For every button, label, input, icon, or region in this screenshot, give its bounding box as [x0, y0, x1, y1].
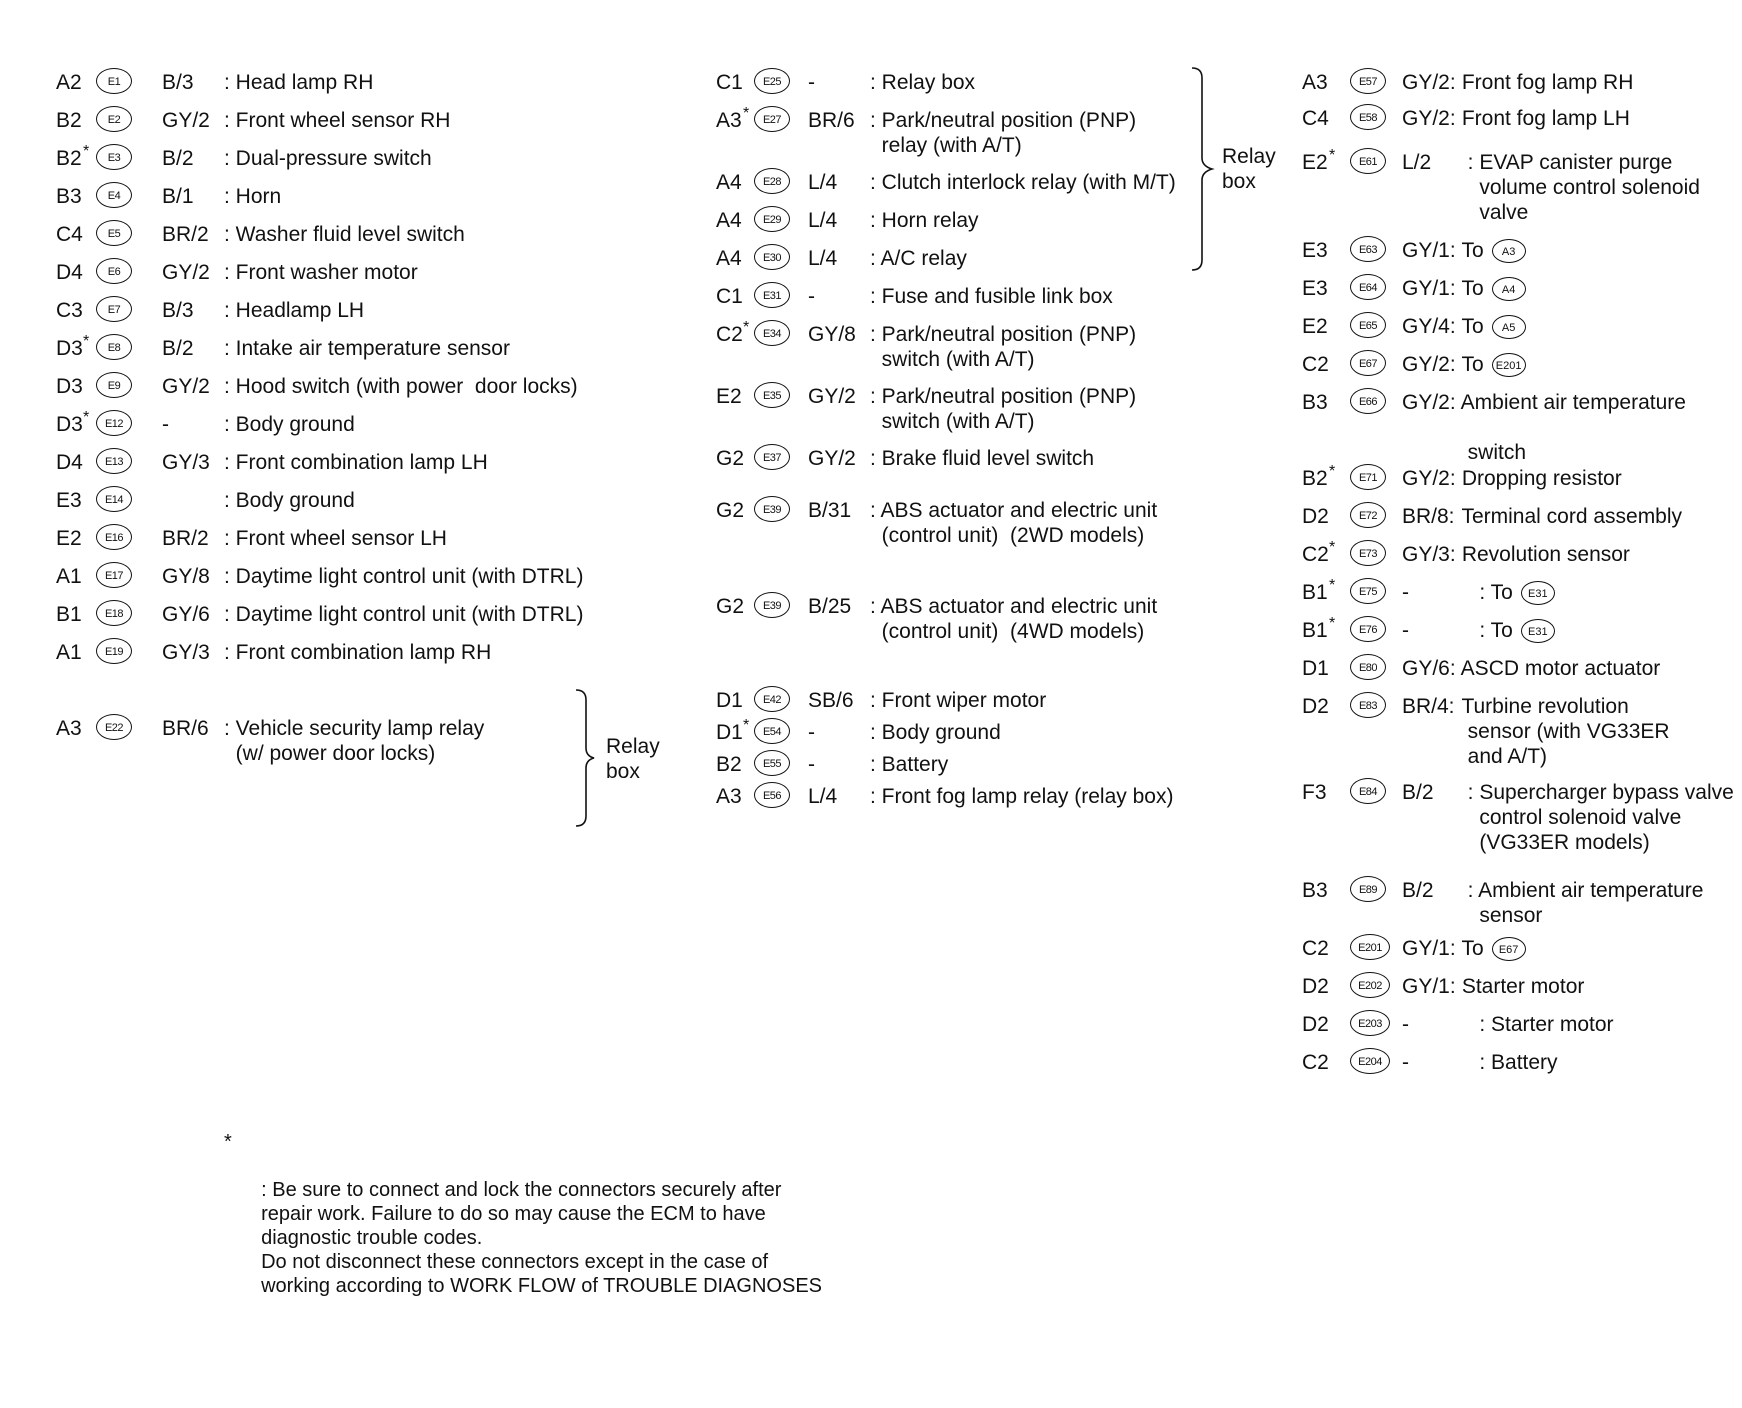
grid-location: A3 — [56, 717, 82, 740]
connector-description: : Body ground — [224, 489, 355, 512]
connector-description: : Park/neutral position (PNP) switch (with A/T) — [870, 323, 1137, 371]
connector-id-badge: E39 — [754, 496, 790, 522]
connector-description: Starter motor — [1456, 975, 1585, 998]
connector-id-badge: E12 — [96, 410, 132, 436]
star-marker: * — [1329, 577, 1336, 594]
connector-id-badge: E63 — [1350, 236, 1386, 262]
wire-color-pins: BR/2 — [162, 223, 209, 246]
connector-id-badge: E29 — [754, 206, 790, 232]
connector-id-badge: E28 — [754, 168, 790, 194]
connector-description: To E201 — [1456, 352, 1526, 377]
connector-row — [1302, 1012, 1742, 1048]
grid-location: C2 — [1302, 1051, 1329, 1074]
connector-row — [1302, 577, 1742, 616]
connector-id-badge: E42 — [754, 686, 790, 712]
grid-location: B1 — [1302, 581, 1328, 604]
grid-location: B1 — [1302, 619, 1328, 642]
connector-row — [1302, 463, 1742, 502]
connector-row — [716, 752, 1276, 788]
connector-row — [1302, 352, 1742, 388]
grid-location: C2 — [1302, 937, 1329, 960]
grid-location: D2 — [1302, 505, 1329, 528]
connector-id-badge: E57 — [1350, 68, 1386, 94]
wire-color-pins: GY/3 — [162, 641, 210, 664]
to-connector-badge: E201 — [1492, 353, 1526, 377]
connector-id-badge: E67 — [1350, 350, 1386, 376]
wire-color-pins: GY/2 — [162, 375, 210, 398]
connector-id-badge: E39 — [754, 592, 790, 618]
to-connector-badge: A5 — [1492, 315, 1526, 339]
wire-color-pins: SB/6 — [808, 689, 854, 712]
wire-color-pins: - — [162, 413, 169, 436]
to-connector-badge: E31 — [1521, 581, 1555, 605]
connector-row — [1302, 390, 1742, 464]
grid-location: C4 — [56, 223, 83, 246]
connector-description: To A4 — [1456, 276, 1526, 301]
wire-color-pins: GY/4: — [1402, 315, 1456, 338]
connector-description: : EVAP canister purge volume control solenoid valve — [1467, 151, 1700, 224]
connector-id-badge: E89 — [1350, 876, 1386, 902]
wire-color-pins: GY/3: — [1402, 543, 1456, 566]
wire-color-pins: L/4 — [808, 209, 838, 232]
connector-description: Revolution sensor — [1456, 543, 1630, 566]
connector-id-badge: E64 — [1350, 274, 1386, 300]
wire-color-pins: GY/8 — [808, 323, 856, 346]
connector-description: : Brake fluid level switch — [870, 447, 1095, 470]
connector-id-badge: E13 — [96, 448, 132, 474]
connector-row — [1302, 70, 1742, 106]
connector-description: : Front combination lamp LH — [224, 451, 488, 474]
connector-row — [716, 594, 1276, 643]
grid-location: E2 — [716, 385, 742, 408]
connector-description: : Front wheel sensor RH — [224, 109, 451, 132]
connector-description: : Front wheel sensor LH — [224, 527, 447, 550]
wire-color-pins: - — [808, 285, 815, 308]
connector-description: : Front washer motor — [224, 261, 418, 284]
relay-box-label-1: Relay box — [606, 735, 660, 783]
connector-id-badge: E58 — [1350, 104, 1386, 130]
connector-row — [1302, 147, 1742, 224]
grid-location: A3 — [716, 785, 742, 808]
connector-description: : Body ground — [224, 413, 355, 436]
grid-location: A4 — [716, 171, 742, 194]
connector-row — [56, 260, 616, 296]
connector-id-badge: E3 — [96, 144, 132, 170]
connector-description: To A5 — [1456, 314, 1526, 339]
relay-box-label-2: Relay box — [1222, 145, 1276, 193]
connector-description: : Body ground — [870, 721, 1001, 744]
grid-location: A1 — [56, 565, 82, 588]
footnote-star: * — [224, 1131, 232, 1153]
connector-description: : Park/neutral position (PNP) relay (with A/T) — [870, 109, 1137, 157]
connector-id-badge: E25 — [754, 68, 790, 94]
footnote — [224, 1130, 823, 1298]
connector-id-badge: E84 — [1350, 778, 1386, 804]
connector-description: : Intake air temperature sensor — [224, 337, 510, 360]
connector-row — [1302, 936, 1742, 972]
connector-row — [56, 450, 616, 486]
wire-color-pins: BR/6 — [808, 109, 855, 132]
connector-description: : ABS actuator and electric unit (control unit) (4WD models) — [870, 595, 1158, 643]
grid-location: A3 — [716, 109, 742, 132]
wire-color-pins: GY/1: — [1402, 975, 1456, 998]
connector-description: Terminal cord assembly — [1456, 505, 1683, 528]
star-marker: * — [1329, 463, 1336, 480]
grid-location: C2 — [716, 323, 743, 346]
connector-description: Front fog lamp LH — [1456, 107, 1630, 130]
connector-row — [1302, 780, 1742, 854]
connector-description: : Park/neutral position (PNP) switch (with A/T) — [870, 385, 1137, 433]
connector-id-badge: E16 — [96, 524, 132, 550]
wire-color-pins: GY/1: — [1402, 239, 1456, 262]
wire-color-pins: B/2 — [1402, 879, 1434, 902]
grid-location: B3 — [56, 185, 82, 208]
connector-description: Dropping resistor — [1456, 467, 1622, 490]
to-connector-badge: A3 — [1492, 239, 1526, 263]
grid-location: E3 — [1302, 239, 1328, 262]
connector-description: : To E31 — [1456, 580, 1555, 605]
connector-row — [56, 602, 616, 638]
connector-description: To E67 — [1456, 936, 1526, 961]
grid-location: D4 — [56, 261, 83, 284]
connector-row — [56, 409, 616, 448]
connector-description: Turbine revolution sensor (with VG33ER and A/T) — [1461, 695, 1670, 768]
star-marker: * — [1329, 615, 1336, 632]
grid-location: D1 — [716, 689, 743, 712]
connector-description: : To E31 — [1456, 618, 1555, 643]
grid-location: D2 — [1302, 695, 1329, 718]
grid-location: G2 — [716, 447, 745, 470]
connector-id-badge: E37 — [754, 444, 790, 470]
connector-description: : Clutch interlock relay (with M/T) — [870, 171, 1176, 194]
connector-row — [1302, 694, 1742, 768]
connector-row — [716, 284, 1276, 320]
wire-color-pins: GY/2 — [162, 109, 210, 132]
connector-id-badge: E76 — [1350, 616, 1386, 642]
connector-row — [1302, 615, 1742, 654]
wire-color-pins: GY/6 — [162, 603, 210, 626]
connector-description: : Dual-pressure switch — [224, 147, 432, 170]
connector-id-badge: E8 — [96, 334, 132, 360]
connector-description: : Relay box — [870, 71, 976, 94]
wire-color-pins: GY/1: — [1402, 277, 1456, 300]
star-marker: * — [83, 333, 90, 350]
grid-location: A3 — [1302, 71, 1328, 94]
connector-description: Ambient air temperature switch — [1460, 391, 1686, 464]
connector-description: : Daytime light control unit (with DTRL) — [224, 603, 584, 626]
connector-id-badge: E201 — [1350, 934, 1390, 960]
connector-id-badge: E1 — [96, 68, 132, 94]
connector-row — [716, 717, 1276, 756]
wire-color-pins: B/2 — [1402, 781, 1434, 804]
connector-row — [716, 446, 1276, 482]
connector-id-badge: E66 — [1350, 388, 1386, 414]
connector-row — [716, 384, 1276, 433]
connector-id-badge: E73 — [1350, 540, 1386, 566]
connector-description: : Horn — [224, 185, 282, 208]
wire-color-pins: GY/2: — [1402, 353, 1456, 376]
grid-location: B2 — [56, 147, 82, 170]
connector-row — [716, 784, 1276, 820]
grid-location: D3 — [56, 337, 83, 360]
connector-id-badge: E55 — [754, 750, 790, 776]
connector-id-badge: E27 — [754, 106, 790, 132]
wire-color-pins: B/3 — [162, 299, 194, 322]
connector-id-badge: E61 — [1350, 148, 1386, 174]
connector-id-badge: E72 — [1350, 502, 1386, 528]
grid-location: D3 — [56, 413, 83, 436]
to-connector-badge: E67 — [1492, 937, 1526, 961]
connector-row — [56, 640, 616, 676]
grid-location: D2 — [1302, 975, 1329, 998]
wire-color-pins: L/4 — [808, 785, 838, 808]
connector-id-badge: E56 — [754, 782, 790, 808]
wire-color-pins: GY/2 — [162, 261, 210, 284]
grid-location: F3 — [1302, 781, 1327, 804]
wire-color-pins: BR/6 — [162, 717, 209, 740]
connector-description: : Fuse and fusible link box — [870, 285, 1113, 308]
connector-row — [56, 374, 616, 410]
connector-row — [1302, 314, 1742, 350]
grid-location: B1 — [56, 603, 82, 626]
connector-id-badge: E204 — [1350, 1048, 1390, 1074]
star-marker: * — [743, 319, 750, 336]
relay-box-bracket-1 — [574, 688, 594, 828]
wire-color-pins: B/31 — [808, 499, 852, 522]
wire-color-pins: - — [1402, 581, 1409, 604]
connector-description: : Headlamp LH — [224, 299, 365, 322]
wire-color-pins: BR/4: — [1402, 695, 1455, 718]
grid-location: E3 — [1302, 277, 1328, 300]
grid-location: A1 — [56, 641, 82, 664]
grid-location: C1 — [716, 71, 743, 94]
connector-row — [716, 688, 1276, 724]
connector-row — [1302, 504, 1742, 540]
wire-color-pins: BR/8: — [1402, 505, 1455, 528]
wire-color-pins: - — [808, 753, 815, 776]
connector-id-badge: E75 — [1350, 578, 1386, 604]
connector-description: Front fog lamp RH — [1456, 71, 1634, 94]
wire-color-pins: GY/2: — [1402, 107, 1456, 130]
connector-id-badge: E203 — [1350, 1010, 1390, 1036]
wire-color-pins: B/2 — [162, 337, 194, 360]
grid-location: A4 — [716, 247, 742, 270]
star-marker: * — [743, 717, 750, 734]
connector-id-badge: E5 — [96, 220, 132, 246]
grid-location: D3 — [56, 375, 83, 398]
connector-description: : Daytime light control unit (with DTRL) — [224, 565, 584, 588]
connector-description: : Horn relay — [870, 209, 979, 232]
grid-location: A2 — [56, 71, 82, 94]
connector-id-badge: E71 — [1350, 464, 1386, 490]
connector-id-badge: E14 — [96, 486, 132, 512]
connector-description: ASCD motor actuator — [1456, 657, 1661, 680]
wire-color-pins: - — [808, 721, 815, 744]
wire-color-pins: - — [1402, 1051, 1409, 1074]
connector-id-badge: E4 — [96, 182, 132, 208]
wire-color-pins: L/2 — [1402, 151, 1432, 174]
grid-location: D1 — [1302, 657, 1329, 680]
grid-location: B2 — [716, 753, 742, 776]
connector-row — [1302, 539, 1742, 578]
connector-row — [56, 526, 616, 562]
connector-description: : Battery — [870, 753, 949, 776]
wire-color-pins: - — [808, 71, 815, 94]
star-marker: * — [83, 143, 90, 160]
connector-row — [56, 222, 616, 258]
wire-color-pins: GY/2: — [1402, 71, 1456, 94]
connector-row — [1302, 878, 1742, 927]
grid-location: E2 — [56, 527, 82, 550]
wire-color-pins: L/4 — [808, 247, 838, 270]
connector-row — [716, 319, 1276, 371]
connector-row — [1302, 656, 1742, 692]
wire-color-pins: GY/6: — [1402, 657, 1456, 680]
connector-id-badge: E54 — [754, 718, 790, 744]
connector-id-badge: E35 — [754, 382, 790, 408]
connector-description: : Front wiper motor — [870, 689, 1047, 712]
connector-description: : Starter motor — [1456, 1013, 1614, 1036]
wire-color-pins: GY/1: — [1402, 937, 1456, 960]
connector-row — [1302, 238, 1742, 274]
wire-color-pins: B/3 — [162, 71, 194, 94]
connector-row — [56, 333, 616, 372]
wire-color-pins: GY/2: — [1402, 467, 1456, 490]
grid-location: G2 — [716, 499, 745, 522]
connector-row — [716, 498, 1276, 547]
connector-description: : Hood switch (with power door locks) — [224, 375, 578, 398]
connector-id-badge: E65 — [1350, 312, 1386, 338]
grid-location: C3 — [56, 299, 83, 322]
grid-location: B3 — [1302, 879, 1328, 902]
connector-id-badge: E202 — [1350, 972, 1390, 998]
wire-color-pins: B/2 — [162, 147, 194, 170]
connector-description: To A3 — [1456, 238, 1526, 263]
connector-row — [1302, 974, 1742, 1010]
connector-description: : Supercharger bypass valve control solenoid valve (VG33ER models) — [1467, 781, 1734, 854]
connector-description: : A/C relay — [870, 247, 967, 270]
to-connector-badge: E31 — [1521, 619, 1555, 643]
grid-location: B2 — [56, 109, 82, 132]
connector-row — [1302, 276, 1742, 312]
connector-row — [56, 184, 616, 220]
connector-row — [56, 108, 616, 144]
connector-row — [56, 70, 616, 106]
grid-location: A4 — [716, 209, 742, 232]
star-marker: * — [83, 409, 90, 426]
connector-id-badge: E80 — [1350, 654, 1386, 680]
star-marker: * — [1329, 539, 1336, 556]
footnote-text: : Be sure to connect and lock the connectors securely after repair work. Failure to do so may cause the ECM to have diagnostic trouble codes. Do not disconnect these connectors except in the case of working according to WORK FLOW of TROUBLE DIAGNOSES — [261, 1179, 823, 1297]
connector-row — [56, 143, 616, 182]
connector-description: : Head lamp RH — [224, 71, 374, 94]
wire-color-pins: GY/3 — [162, 451, 210, 474]
grid-location: C4 — [1302, 107, 1329, 130]
grid-location: C1 — [716, 285, 743, 308]
connector-id-badge: E2 — [96, 106, 132, 132]
grid-location: D2 — [1302, 1013, 1329, 1036]
star-marker: * — [1329, 147, 1336, 164]
connector-description: : Vehicle security lamp relay (w/ power door locks) — [224, 717, 485, 765]
connector-description: : Front combination lamp RH — [224, 641, 492, 664]
relay-box-bracket-2 — [1190, 66, 1210, 272]
wire-color-pins: GY/2 — [808, 447, 856, 470]
grid-location: D1 — [716, 721, 743, 744]
wire-color-pins: GY/8 — [162, 565, 210, 588]
grid-location: D4 — [56, 451, 83, 474]
connector-id-badge: E31 — [754, 282, 790, 308]
connector-row — [56, 298, 616, 334]
star-marker: * — [743, 105, 750, 122]
connector-description: : ABS actuator and electric unit (control unit) (2WD models) — [870, 499, 1158, 547]
connector-description: : Ambient air temperature sensor — [1467, 879, 1704, 927]
wire-color-pins: GY/2: — [1402, 391, 1456, 414]
connector-id-badge: E17 — [96, 562, 132, 588]
grid-location: C2 — [1302, 353, 1329, 376]
wire-color-pins: BR/2 — [162, 527, 209, 550]
connector-id-badge: E22 — [96, 714, 132, 740]
connector-id-badge: E83 — [1350, 692, 1386, 718]
grid-location: B2 — [1302, 467, 1328, 490]
connector-description: : Battery — [1456, 1051, 1558, 1074]
grid-location: B3 — [1302, 391, 1328, 414]
connector-id-badge: E30 — [754, 244, 790, 270]
connector-row — [56, 488, 616, 524]
grid-location: E3 — [56, 489, 82, 512]
wire-color-pins: GY/2 — [808, 385, 856, 408]
connector-id-badge: E19 — [96, 638, 132, 664]
wire-color-pins: - — [1402, 1013, 1409, 1036]
wire-color-pins: - — [1402, 619, 1409, 642]
wire-color-pins: B/25 — [808, 595, 852, 618]
grid-location: C2 — [1302, 543, 1329, 566]
connector-row — [56, 716, 616, 765]
wire-color-pins: L/4 — [808, 171, 838, 194]
connector-description: : Washer fluid level switch — [224, 223, 465, 246]
connector-row — [1302, 106, 1742, 142]
connector-row — [56, 564, 616, 600]
connector-row — [1302, 1050, 1742, 1086]
connector-id-badge: E7 — [96, 296, 132, 322]
grid-location: G2 — [716, 595, 745, 618]
wire-color-pins: B/1 — [162, 185, 194, 208]
grid-location: E2 — [1302, 151, 1328, 174]
grid-location: E2 — [1302, 315, 1328, 338]
connector-id-badge: E18 — [96, 600, 132, 626]
connector-id-badge: E6 — [96, 258, 132, 284]
connector-id-badge: E34 — [754, 320, 790, 346]
connector-id-badge: E9 — [96, 372, 132, 398]
to-connector-badge: A4 — [1492, 277, 1526, 301]
connector-description: : Front fog lamp relay (relay box) — [870, 785, 1174, 808]
